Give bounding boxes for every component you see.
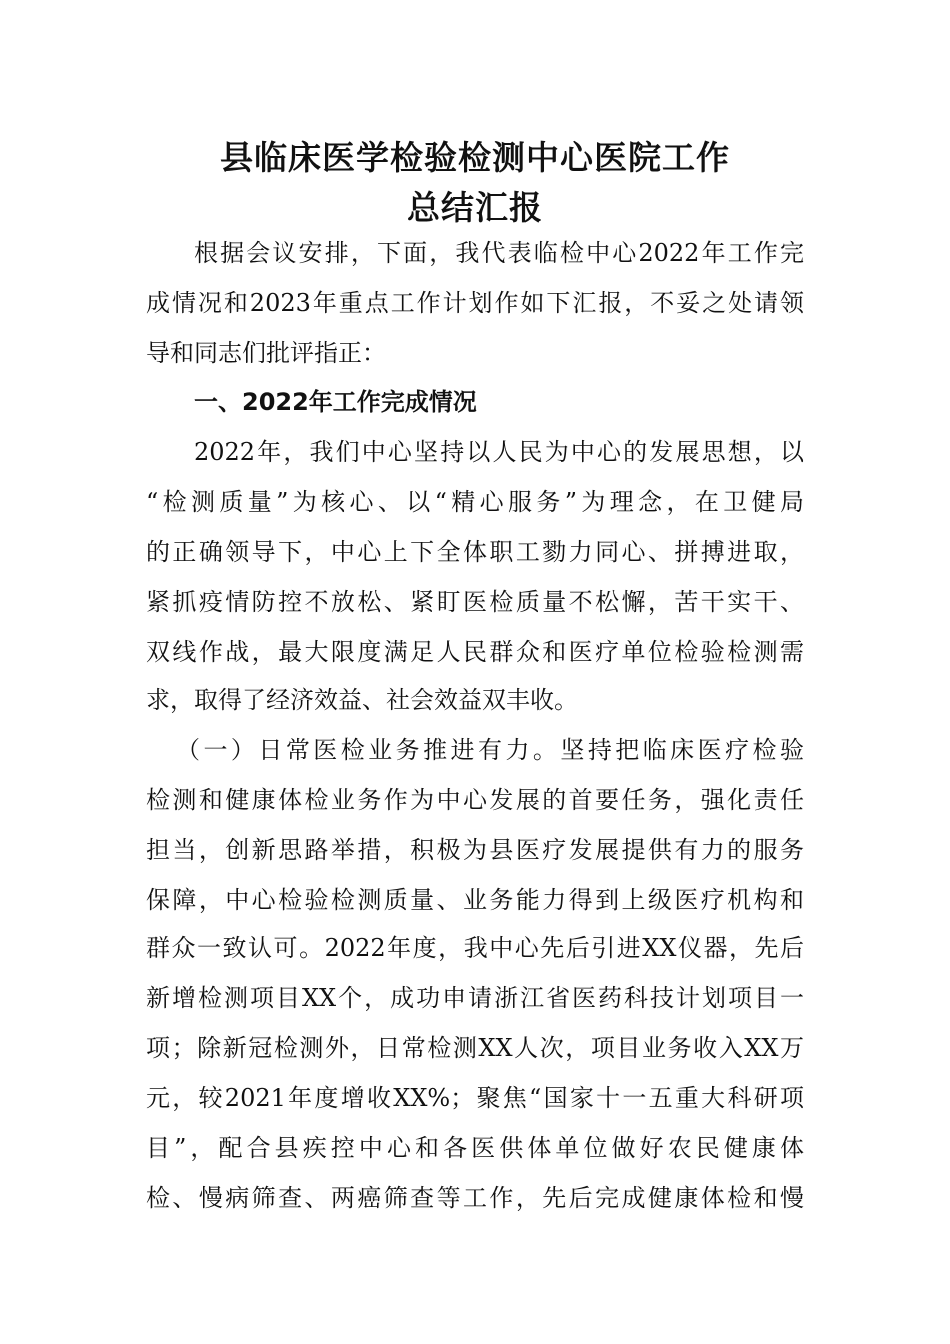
paragraph-1-line-3: 导和同志们批评指正：	[146, 339, 386, 367]
paragraph-3-line-9: 目”，配合县疾控中心和各医供体单位做好农民健康体	[146, 1134, 804, 1162]
paragraph-2-line-1: 2022年，我们中心坚持以人民为中心的发展思想，以	[194, 438, 804, 466]
paragraph-3-line-5: 群众一致认可。2022年度，我中心先后引进XX仪器，先后	[146, 934, 804, 962]
paragraph-3-line-1: （一）日常医检业务推进有力。坚持把临床医疗检验	[176, 736, 804, 764]
paragraph-2-line-4: 紧抓疫情防控不放松、紧盯医检质量不松懈，苦干实干、	[146, 588, 804, 616]
paragraph-3-line-4: 保障，中心检验检测质量、业务能力得到上级医疗机构和	[146, 886, 804, 914]
paragraph-3-line-7: 项；除新冠检测外，日常检测XX人次，项目业务收入XX万	[146, 1034, 804, 1062]
paragraph-3-line-10: 检、慢病筛查、两癌筛查等工作，先后完成健康体检和慢	[146, 1184, 804, 1212]
paragraph-2-line-6: 求，取得了经济效益、社会效益双丰收。	[146, 686, 578, 714]
document-title-line-1: 县临床医学检验检测中心医院工作	[220, 138, 730, 177]
paragraph-1-line-1: 根据会议安排，下面，我代表临检中心2022年工作完	[194, 239, 804, 267]
paragraph-2-line-2: “检测质量”为核心、以“精心服务”为理念，在卫健局	[146, 488, 804, 516]
document-title-line-2: 总结汇报	[407, 188, 543, 227]
paragraph-1-line-2: 成情况和2023年重点工作计划作如下汇报，不妥之处请领	[146, 289, 804, 317]
section-heading-1: 一、2022年工作完成情况	[194, 388, 477, 416]
paragraph-3-line-3: 担当，创新思路举措，积极为县医疗发展提供有力的服务	[146, 836, 804, 864]
paragraph-2-line-5: 双线作战，最大限度满足人民群众和医疗单位检验检测需	[146, 638, 804, 666]
paragraph-3-line-2: 检测和健康体检业务作为中心发展的首要任务，强化责任	[146, 786, 804, 814]
paragraph-3-line-6: 新增检测项目XX个，成功申请浙江省医药科技计划项目一	[146, 984, 804, 1012]
paragraph-2-line-3: 的正确领导下，中心上下全体职工勠力同心、拼搏进取，	[146, 538, 804, 566]
paragraph-3-line-8: 元，较2021年度增收XX%；聚焦“国家十一五重大科研项	[146, 1084, 804, 1112]
